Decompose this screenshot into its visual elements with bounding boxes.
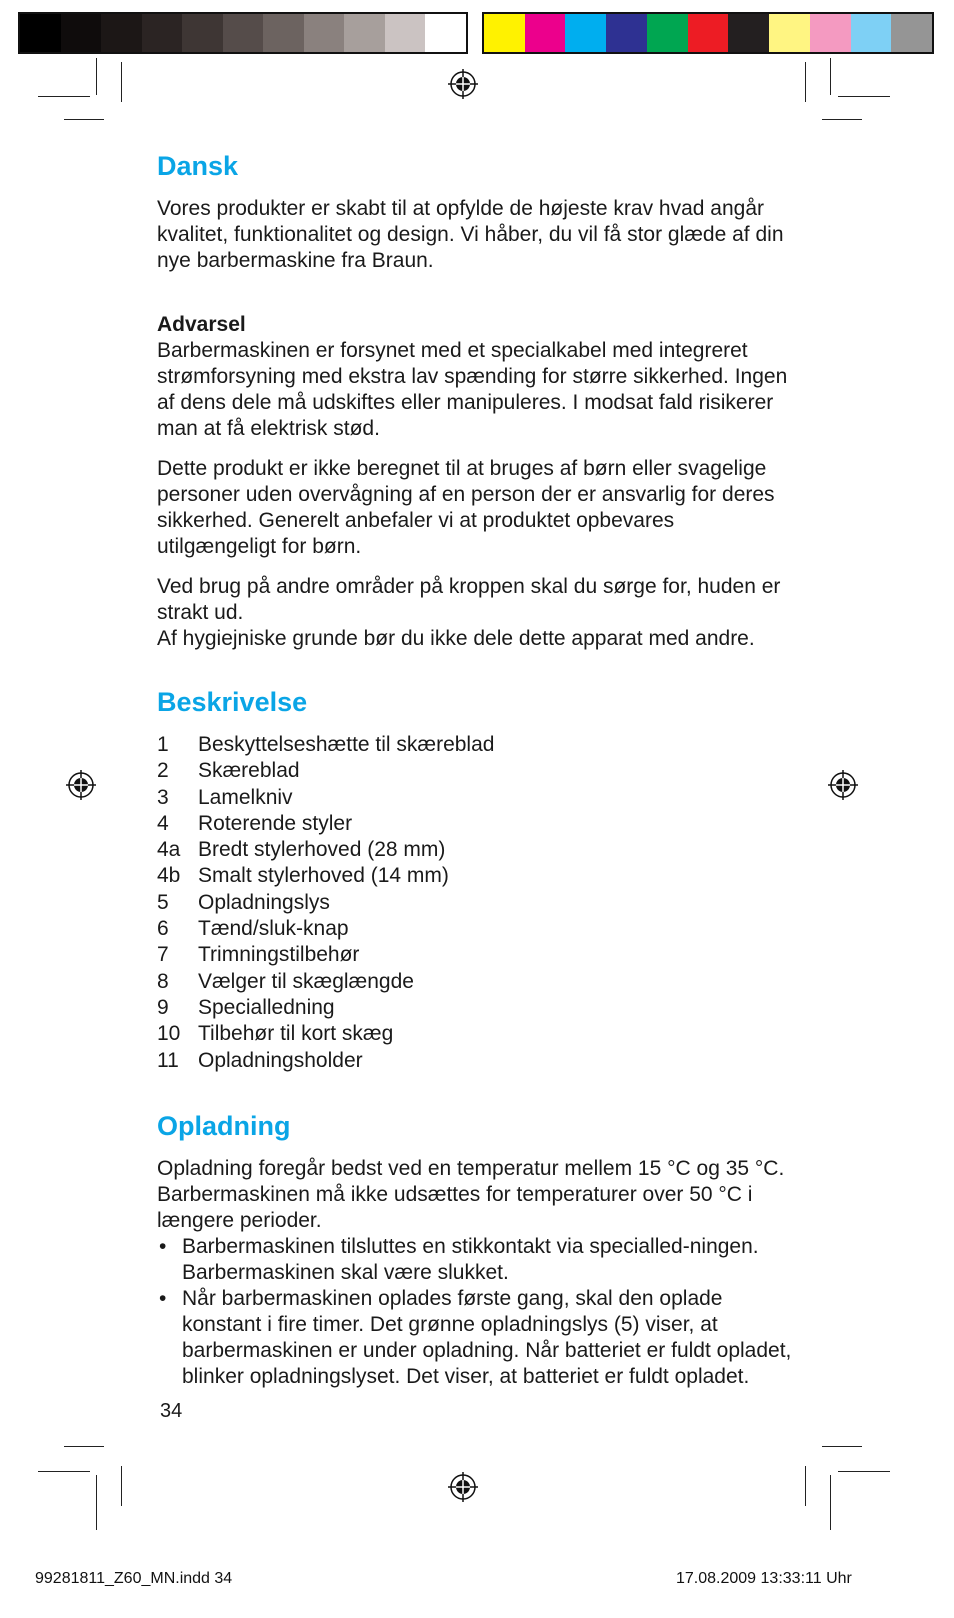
section-heading-beskrivelse: Beskrivelse [157,687,308,717]
charging-bullets [157,1234,797,1390]
process-swatch [688,14,729,52]
process-swatch [891,14,932,52]
process-swatch [851,14,892,52]
item-label: Roterende styler [198,811,353,835]
warning-block [157,312,797,442]
process-swatch [484,14,525,52]
process-swatch [565,14,606,52]
list-item [157,890,797,916]
section-heading-dansk: Dansk [157,151,239,181]
manual-page-content [157,148,797,1390]
gray-swatch [223,14,264,52]
process-swatch [769,14,810,52]
intro-section [157,148,797,652]
list-item [157,837,797,863]
list-item [157,785,797,811]
slug-filename: 99281811_Z60_MN.indd 34 [35,1570,233,1587]
gray-swatch [344,14,385,52]
item-number: 10 [157,1022,181,1046]
process-swatch [606,14,647,52]
item-number: 7 [157,943,169,967]
list-item [157,1048,797,1074]
list-item [157,732,797,758]
charging-paragraph: Opladning foregår bedst ved en temperatur mellem 15 °C og 35 °C. Barbermaskinen må ikke udsættes for temperaturer over 50 °C i længere perioder. [157,1156,785,1232]
charging-section [157,1108,797,1390]
gray-swatch [142,14,183,52]
item-number: 4a [157,838,181,862]
item-number: 4b [157,864,181,888]
list-item [157,811,797,837]
item-label: Bredt stylerhoved (28 mm) [198,838,446,862]
list-item [157,758,797,784]
item-number: 4 [157,811,169,835]
grayscale-color-bar [18,12,468,54]
warning-title: Advarsel [157,313,246,336]
intro-paragraph: Vores produkter er skabt til at opfylde de højeste krav hvad angår kvalitet, funktionalitet og design. Vi håber, du vil få stor glæde af din nye barbermaskine fra Braun. [157,197,784,272]
item-number: 1 [157,733,169,756]
bullet-item: • Barbermaskinen tilsluttes en stikkontakt via specialled-ningen. Barbermaskinen skal være slukket. [157,1234,797,1286]
gray-swatch [101,14,142,52]
gray-swatch [263,14,304,52]
gray-swatch [304,14,345,52]
item-number: 2 [157,759,169,783]
process-color-bar [482,12,934,54]
list-item [157,995,797,1021]
description-section [157,684,797,1074]
list-item [157,1021,797,1047]
slug-datetime: 17.08.2009 13:33:11 Uhr [676,1570,852,1587]
section-heading-opladning: Opladning [157,1110,291,1141]
bullet-item: • Når barbermaskinen oplades første gang, skal den oplade konstant i fire timer. Det grønne opladningslys (5) viser, at barbermaskinen er under opladning. Når batteriet er fuldt opladet, blinker opladningslyset. Det viser, at batteriet er fuldt opladet. [157,1286,797,1390]
hygiene-paragraph: Af hygiejniske grunde bør du ikke dele dette apparat med andre. [157,627,755,650]
page-number: 34 [160,1400,183,1422]
item-label: Opladningsholder [198,1048,363,1072]
gray-swatch [182,14,223,52]
process-swatch [728,14,769,52]
gray-swatch [385,14,426,52]
item-number: 9 [157,995,169,1019]
item-label: Skæreblad [198,759,300,783]
process-swatch [525,14,566,52]
gray-swatch [20,14,61,52]
item-label: Opladningslys [198,890,330,914]
warning-text: Barbermaskinen er forsynet med et specialkabel med integreret strømforsyning med ekstra lav spænding for større sikkerhed. Ingen af dens dele må udskiftes eller manipuleres. I modsat fald risikerer man at få elektrisk stød. [157,339,788,440]
item-label: Smalt stylerhoved (14 mm) [198,864,449,888]
list-item [157,969,797,995]
item-label: Vælger til skæglængde [198,969,414,993]
item-label: Trimningstilbehør [198,943,360,967]
gray-swatch [425,14,466,52]
body-usage-paragraph: Ved brug på andre områder på kroppen skal du sørge for, huden er strakt ud. [157,575,781,624]
list-item [157,863,797,889]
item-label: Tilbehør til kort skæg [198,1022,394,1046]
registration-mark-icon [448,69,478,99]
item-label: Lamelkniv [198,785,293,809]
registration-mark-icon [66,770,96,800]
item-number: 6 [157,917,169,941]
children-safety-paragraph: Dette produkt er ikke beregnet til at bruges af børn eller svagelige personer uden overvågning af en person der er ansvarlig for deres sikkerhed. Generelt anbefaler vi at produktet opbevares utilgængeligt for børn. [157,457,775,558]
list-item [157,942,797,968]
registration-mark-icon [828,770,858,800]
parts-list [157,732,797,1074]
item-number: 8 [157,969,169,993]
process-swatch [647,14,688,52]
item-label: Beskyttelseshætte til skæreblad [198,733,495,756]
item-number: 11 [157,1048,179,1072]
item-label: Tænd/sluk-knap [198,917,349,941]
item-label: Specialledning [198,995,335,1019]
registration-mark-icon [448,1472,478,1502]
list-item [157,916,797,942]
gray-swatch [61,14,102,52]
item-number: 5 [157,890,169,914]
item-number: 3 [157,785,169,809]
process-swatch [810,14,851,52]
